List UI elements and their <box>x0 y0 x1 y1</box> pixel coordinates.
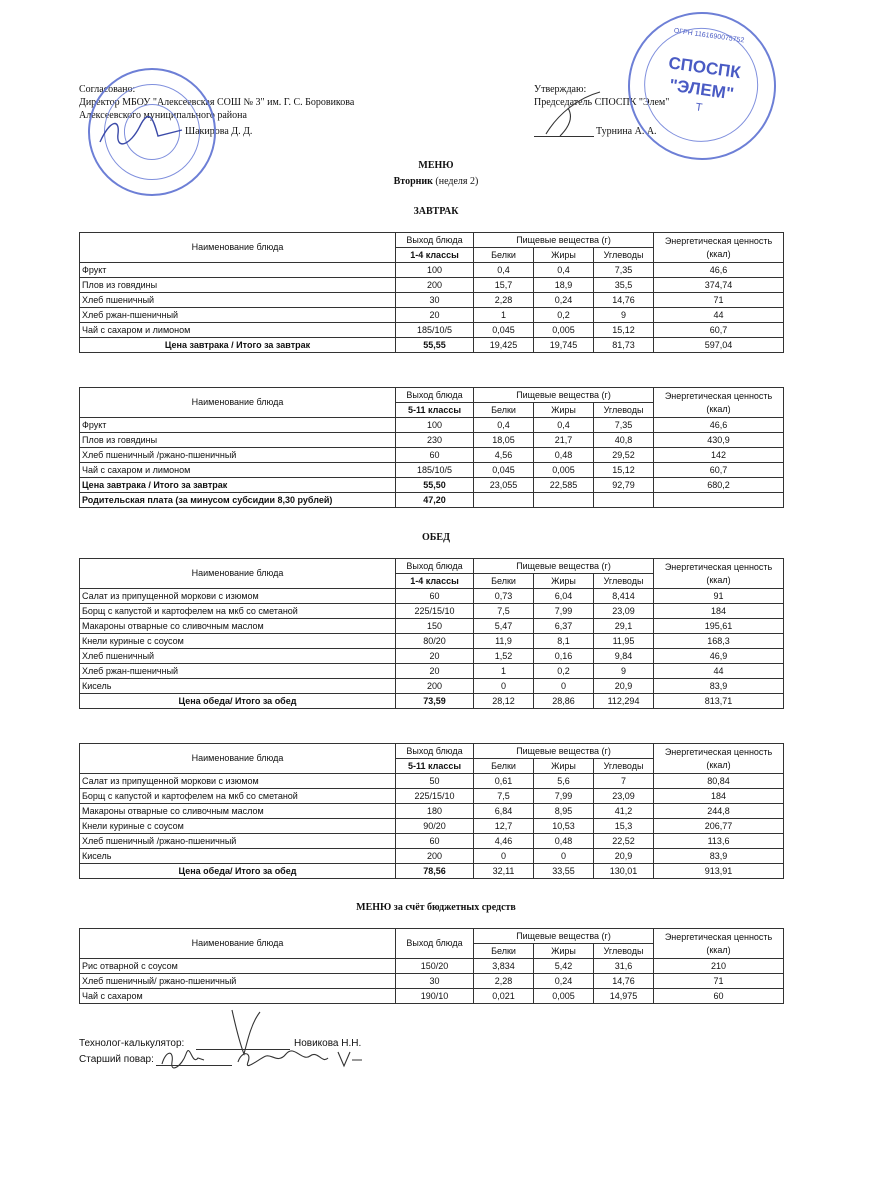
dish-energy: 44 <box>654 664 784 679</box>
table-row <box>80 634 784 649</box>
dish-carbs: 23,09 <box>594 604 654 619</box>
dish-yield: 150/20 <box>396 959 474 974</box>
dish-energy: 210 <box>654 959 784 974</box>
dish-carbs: 14,76 <box>594 293 654 308</box>
total-fat: 28,86 <box>534 694 594 709</box>
total-label: Цена завтрака / Итого за завтрак <box>80 478 396 493</box>
header-energy: Энергетическая ценность (ккал) <box>654 388 784 418</box>
dish-energy: 374,74 <box>654 278 784 293</box>
budget-table <box>79 928 784 1004</box>
table-row <box>80 774 784 789</box>
dish-carbs: 9 <box>594 664 654 679</box>
header-dish: Наименование блюда <box>80 388 396 418</box>
table-row <box>80 989 784 1004</box>
header-fat: Жиры <box>534 403 594 418</box>
dish-energy: 184 <box>654 789 784 804</box>
seal-text-sposk: СПОСПК <box>667 53 742 83</box>
total-label: Цена обеда/ Итого за обед <box>80 864 396 879</box>
dish-fat: 8,1 <box>534 634 594 649</box>
section-budget: МЕНЮ за счёт бюджетных средств <box>356 902 516 913</box>
dish-protein: 0,61 <box>474 774 534 789</box>
dish-fat: 0,48 <box>534 834 594 849</box>
dish-carbs: 7,35 <box>594 418 654 433</box>
seal-text-ogrn: ОГРН 1161690075752 <box>673 27 745 45</box>
table-row <box>80 974 784 989</box>
dish-name: Кисель <box>80 679 396 694</box>
header-yield: Выход блюда <box>396 388 474 403</box>
total-carbs: 112,294 <box>594 694 654 709</box>
approval-right-chairman: Председатель СПОСПК "Элем" <box>534 97 670 108</box>
dish-protein: 0,045 <box>474 463 534 478</box>
dish-energy: 60,7 <box>654 323 784 338</box>
dish-carbs: 15,3 <box>594 819 654 834</box>
menu-day-name: Вторник <box>393 176 433 187</box>
dish-name: Макароны отварные со сливочным маслом <box>80 619 396 634</box>
dish-energy: 184 <box>654 604 784 619</box>
dish-energy: 46,6 <box>654 418 784 433</box>
header-protein: Белки <box>474 574 534 589</box>
dish-energy: 46,9 <box>654 649 784 664</box>
dish-energy: 83,9 <box>654 849 784 864</box>
header-energy: Энергетическая ценность (ккал) <box>654 233 784 263</box>
dish-yield: 190/10 <box>396 989 474 1004</box>
chairman-signature <box>538 88 608 142</box>
dish-yield: 200 <box>396 679 474 694</box>
dish-yield: 225/15/10 <box>396 604 474 619</box>
dish-yield: 30 <box>396 293 474 308</box>
dish-fat: 6,04 <box>534 589 594 604</box>
total-protein: 19,425 <box>474 338 534 353</box>
total-carbs: 81,73 <box>594 338 654 353</box>
dish-carbs: 15,12 <box>594 463 654 478</box>
header-group: 1-4 классы <box>396 574 474 589</box>
dish-energy: 60 <box>654 989 784 1004</box>
dish-protein: 12,7 <box>474 819 534 834</box>
dish-protein: 2,28 <box>474 293 534 308</box>
total-price: 55,50 <box>396 478 474 493</box>
total-row <box>80 694 784 709</box>
dish-yield: 90/20 <box>396 819 474 834</box>
dish-energy: 113,6 <box>654 834 784 849</box>
dish-carbs: 14,76 <box>594 974 654 989</box>
dish-carbs: 11,95 <box>594 634 654 649</box>
dish-fat: 0 <box>534 679 594 694</box>
table-row <box>80 679 784 694</box>
dish-protein: 2,28 <box>474 974 534 989</box>
dish-name: Хлеб пшеничный/ ржано-пшеничный <box>80 974 396 989</box>
header-group: 5-11 классы <box>396 403 474 418</box>
total-energy: 680,2 <box>654 478 784 493</box>
dish-name: Салат из припущенной моркови с изюмом <box>80 589 396 604</box>
total-price: 73,59 <box>396 694 474 709</box>
dish-fat: 7,99 <box>534 789 594 804</box>
header-fat: Жиры <box>534 248 594 263</box>
dish-name: Плов из говядины <box>80 433 396 448</box>
dish-energy: 91 <box>654 589 784 604</box>
dish-name: Фрукт <box>80 418 396 433</box>
dish-carbs: 20,9 <box>594 679 654 694</box>
dish-energy: 206,77 <box>654 819 784 834</box>
dish-fat: 0,24 <box>534 974 594 989</box>
dish-carbs: 7,35 <box>594 263 654 278</box>
dish-protein: 4,46 <box>474 834 534 849</box>
header-nutrients: Пищевые вещества (г) <box>474 388 654 403</box>
dish-name: Чай с сахаром <box>80 989 396 1004</box>
total-label: Цена завтрака / Итого за завтрак <box>80 338 396 353</box>
dish-fat: 5,6 <box>534 774 594 789</box>
lunch-table-5-11 <box>79 743 784 879</box>
menu-day-week: (неделя 2) <box>435 176 479 187</box>
dish-protein: 7,5 <box>474 789 534 804</box>
dish-protein: 1 <box>474 308 534 323</box>
parent-fee-label: Родительская плата (за минусом субсидии 8,30 рублей) <box>80 493 396 508</box>
table-row <box>80 804 784 819</box>
dish-carbs: 29,52 <box>594 448 654 463</box>
dish-protein: 0,4 <box>474 418 534 433</box>
dish-carbs: 23,09 <box>594 789 654 804</box>
table-row <box>80 433 784 448</box>
dish-carbs: 15,12 <box>594 323 654 338</box>
table-row <box>80 448 784 463</box>
dish-yield: 225/15/10 <box>396 789 474 804</box>
breakfast-table-1-4 <box>79 232 784 353</box>
approval-right-label: Утверждаю: <box>534 84 587 95</box>
header-group: 5-11 классы <box>396 759 474 774</box>
dish-fat: 7,99 <box>534 604 594 619</box>
dish-name: Плов из говядины <box>80 278 396 293</box>
dish-fat: 0,48 <box>534 448 594 463</box>
total-price: 78,56 <box>396 864 474 879</box>
header-energy: Энергетическая ценность (ккал) <box>654 744 784 774</box>
dish-energy: 244,8 <box>654 804 784 819</box>
dish-carbs: 41,2 <box>594 804 654 819</box>
dish-energy: 44 <box>654 308 784 323</box>
dish-yield: 50 <box>396 774 474 789</box>
total-row <box>80 864 784 879</box>
dish-yield: 150 <box>396 619 474 634</box>
dish-fat: 0 <box>534 849 594 864</box>
dish-yield: 20 <box>396 664 474 679</box>
approval-right-signer: Турнина А. А. <box>596 126 657 137</box>
dish-carbs: 31,6 <box>594 959 654 974</box>
dish-carbs: 29,1 <box>594 619 654 634</box>
technologist-label: Технолог-калькулятор: <box>79 1038 185 1049</box>
dish-carbs: 14,975 <box>594 989 654 1004</box>
dish-fat: 0,4 <box>534 263 594 278</box>
dish-yield: 185/10/5 <box>396 463 474 478</box>
dish-name: Хлеб пшеничный /ржано-пшеничный <box>80 834 396 849</box>
dish-fat: 21,7 <box>534 433 594 448</box>
dish-fat: 0,2 <box>534 308 594 323</box>
dish-fat: 0,005 <box>534 989 594 1004</box>
header-yield: Выход блюда <box>396 559 474 574</box>
total-fat: 33,55 <box>534 864 594 879</box>
cook-signature <box>156 1044 376 1072</box>
approval-left-district: Алексеевского муниципального района <box>79 110 247 121</box>
dish-protein: 5,47 <box>474 619 534 634</box>
table-row <box>80 619 784 634</box>
dish-name: Чай с сахаром и лимоном <box>80 463 396 478</box>
dish-energy: 195,61 <box>654 619 784 634</box>
total-energy: 813,71 <box>654 694 784 709</box>
dish-name: Хлеб ржан-пшеничный <box>80 308 396 323</box>
director-signature <box>96 112 186 152</box>
dish-yield: 60 <box>396 589 474 604</box>
dish-name: Салат из припущенной моркови с изюмом <box>80 774 396 789</box>
header-dish: Наименование блюда <box>80 233 396 263</box>
dish-fat: 0,4 <box>534 418 594 433</box>
dish-carbs: 9,84 <box>594 649 654 664</box>
dish-protein: 0 <box>474 679 534 694</box>
dish-fat: 5,42 <box>534 959 594 974</box>
menu-day <box>0 176 872 187</box>
dish-carbs: 7 <box>594 774 654 789</box>
dish-yield: 185/10/5 <box>396 323 474 338</box>
dish-fat: 18,9 <box>534 278 594 293</box>
header-protein: Белки <box>474 248 534 263</box>
dish-name: Кнели куриные с соусом <box>80 634 396 649</box>
header-carbs: Углеводы <box>594 403 654 418</box>
header-fat: Жиры <box>534 944 594 959</box>
total-fat: 22,585 <box>534 478 594 493</box>
table-row <box>80 263 784 278</box>
header-nutrients: Пищевые вещества (г) <box>474 929 654 944</box>
dish-energy: 430,9 <box>654 433 784 448</box>
dish-protein: 3,834 <box>474 959 534 974</box>
table-row <box>80 649 784 664</box>
dish-name: Рис отварной с соусом <box>80 959 396 974</box>
total-protein: 32,11 <box>474 864 534 879</box>
dish-name: Макароны отварные со сливочным маслом <box>80 804 396 819</box>
dish-fat: 0,005 <box>534 463 594 478</box>
dish-protein: 7,5 <box>474 604 534 619</box>
dish-energy: 46,6 <box>654 263 784 278</box>
technologist-name: Новикова Н.Н. <box>294 1038 362 1049</box>
table-row <box>80 849 784 864</box>
organization-seal <box>618 2 785 169</box>
header-nutrients: Пищевые вещества (г) <box>474 559 654 574</box>
dish-energy: 71 <box>654 974 784 989</box>
table-row <box>80 664 784 679</box>
dish-protein: 4,56 <box>474 448 534 463</box>
dish-name: Кнели куриные с соусом <box>80 819 396 834</box>
dish-protein: 0,021 <box>474 989 534 1004</box>
dish-energy: 80,84 <box>654 774 784 789</box>
total-carbs: 130,01 <box>594 864 654 879</box>
dish-yield: 80/20 <box>396 634 474 649</box>
dish-carbs: 35,5 <box>594 278 654 293</box>
dish-yield: 20 <box>396 649 474 664</box>
header-protein: Белки <box>474 944 534 959</box>
table-row <box>80 834 784 849</box>
table-row <box>80 604 784 619</box>
dish-energy: 71 <box>654 293 784 308</box>
dish-protein: 0,4 <box>474 263 534 278</box>
dish-fat: 0,24 <box>534 293 594 308</box>
total-protein: 28,12 <box>474 694 534 709</box>
total-protein: 23,055 <box>474 478 534 493</box>
header-yield: Выход блюда <box>396 929 474 959</box>
header-dish: Наименование блюда <box>80 559 396 589</box>
total-energy: 597,04 <box>654 338 784 353</box>
dish-name: Кисель <box>80 849 396 864</box>
header-carbs: Углеводы <box>594 574 654 589</box>
table-row <box>80 278 784 293</box>
dish-protein: 0,73 <box>474 589 534 604</box>
dish-energy: 142 <box>654 448 784 463</box>
header-carbs: Углеводы <box>594 944 654 959</box>
dish-protein: 15,7 <box>474 278 534 293</box>
dish-name: Фрукт <box>80 263 396 278</box>
total-fat: 19,745 <box>534 338 594 353</box>
lunch-table-1-4 <box>79 558 784 709</box>
dish-energy: 83,9 <box>654 679 784 694</box>
total-price: 55,55 <box>396 338 474 353</box>
total-row <box>80 338 784 353</box>
dish-carbs: 22,52 <box>594 834 654 849</box>
dish-yield: 200 <box>396 849 474 864</box>
table-row <box>80 959 784 974</box>
header-fat: Жиры <box>534 759 594 774</box>
dish-fat: 0,16 <box>534 649 594 664</box>
total-carbs: 92,79 <box>594 478 654 493</box>
seal-text-letter: Т <box>694 101 704 115</box>
total-energy: 913,91 <box>654 864 784 879</box>
dish-name: Хлеб пшеничный <box>80 293 396 308</box>
dish-carbs: 9 <box>594 308 654 323</box>
header-group: 1-4 классы <box>396 248 474 263</box>
dish-name: Хлеб пшеничный <box>80 649 396 664</box>
dish-carbs: 8,414 <box>594 589 654 604</box>
dish-protein: 11,9 <box>474 634 534 649</box>
dish-yield: 60 <box>396 834 474 849</box>
dish-fat: 8,95 <box>534 804 594 819</box>
dish-fat: 6,37 <box>534 619 594 634</box>
dish-carbs: 20,9 <box>594 849 654 864</box>
dish-yield: 200 <box>396 278 474 293</box>
dish-yield: 230 <box>396 433 474 448</box>
dish-fat: 0,2 <box>534 664 594 679</box>
dish-energy: 60,7 <box>654 463 784 478</box>
dish-yield: 100 <box>396 418 474 433</box>
menu-title: МЕНЮ <box>418 160 454 171</box>
dish-name: Борщ с капустой и картофелем на мкб со сметаной <box>80 789 396 804</box>
approval-left-director: Директор МБОУ "Алексеевская СОШ № 3" им. Г. С. Боровикова <box>79 97 355 108</box>
table-row <box>80 789 784 804</box>
dish-name: Борщ с капустой и картофелем на мкб со сметаной <box>80 604 396 619</box>
cook-label: Старший повар: <box>79 1054 154 1065</box>
header-carbs: Углеводы <box>594 248 654 263</box>
seal-text-elem: "ЭЛЕМ" <box>668 75 736 104</box>
table-row <box>80 589 784 604</box>
approval-left-signer: Шакирова Д. Д. <box>185 126 253 137</box>
header-nutrients: Пищевые вещества (г) <box>474 744 654 759</box>
approval-left-label: Согласовано: <box>79 84 136 95</box>
header-protein: Белки <box>474 403 534 418</box>
dish-yield: 20 <box>396 308 474 323</box>
section-breakfast: ЗАВТРАК <box>413 206 459 217</box>
dish-yield: 180 <box>396 804 474 819</box>
dish-protein: 6,84 <box>474 804 534 819</box>
dish-yield: 60 <box>396 448 474 463</box>
dish-protein: 18,05 <box>474 433 534 448</box>
dish-name: Хлеб пшеничный /ржано-пшеничный <box>80 448 396 463</box>
table-row <box>80 463 784 478</box>
dish-energy: 168,3 <box>654 634 784 649</box>
dish-name: Чай с сахаром и лимоном <box>80 323 396 338</box>
header-fat: Жиры <box>534 574 594 589</box>
header-dish: Наименование блюда <box>80 929 396 959</box>
table-row <box>80 323 784 338</box>
dish-protein: 0,045 <box>474 323 534 338</box>
table-row <box>80 293 784 308</box>
parent-fee-value: 47,20 <box>396 493 474 508</box>
header-energy: Энергетическая ценность (ккал) <box>654 559 784 589</box>
dish-fat: 10,53 <box>534 819 594 834</box>
dish-carbs: 40,8 <box>594 433 654 448</box>
dish-protein: 1,52 <box>474 649 534 664</box>
header-dish: Наименование блюда <box>80 744 396 774</box>
header-carbs: Углеводы <box>594 759 654 774</box>
header-yield: Выход блюда <box>396 744 474 759</box>
breakfast-table-5-11 <box>79 387 784 508</box>
total-label: Цена обеда/ Итого за обед <box>80 694 396 709</box>
dish-protein: 0 <box>474 849 534 864</box>
header-protein: Белки <box>474 759 534 774</box>
table-row <box>80 308 784 323</box>
table-row <box>80 418 784 433</box>
dish-protein: 1 <box>474 664 534 679</box>
header-nutrients: Пищевые вещества (г) <box>474 233 654 248</box>
section-lunch: ОБЕД <box>422 532 450 543</box>
header-yield: Выход блюда <box>396 233 474 248</box>
dish-fat: 0,005 <box>534 323 594 338</box>
dish-yield: 100 <box>396 263 474 278</box>
dish-yield: 30 <box>396 974 474 989</box>
header-energy: Энергетическая ценность (ккал) <box>654 929 784 959</box>
table-row <box>80 819 784 834</box>
dish-name: Хлеб ржан-пшеничный <box>80 664 396 679</box>
